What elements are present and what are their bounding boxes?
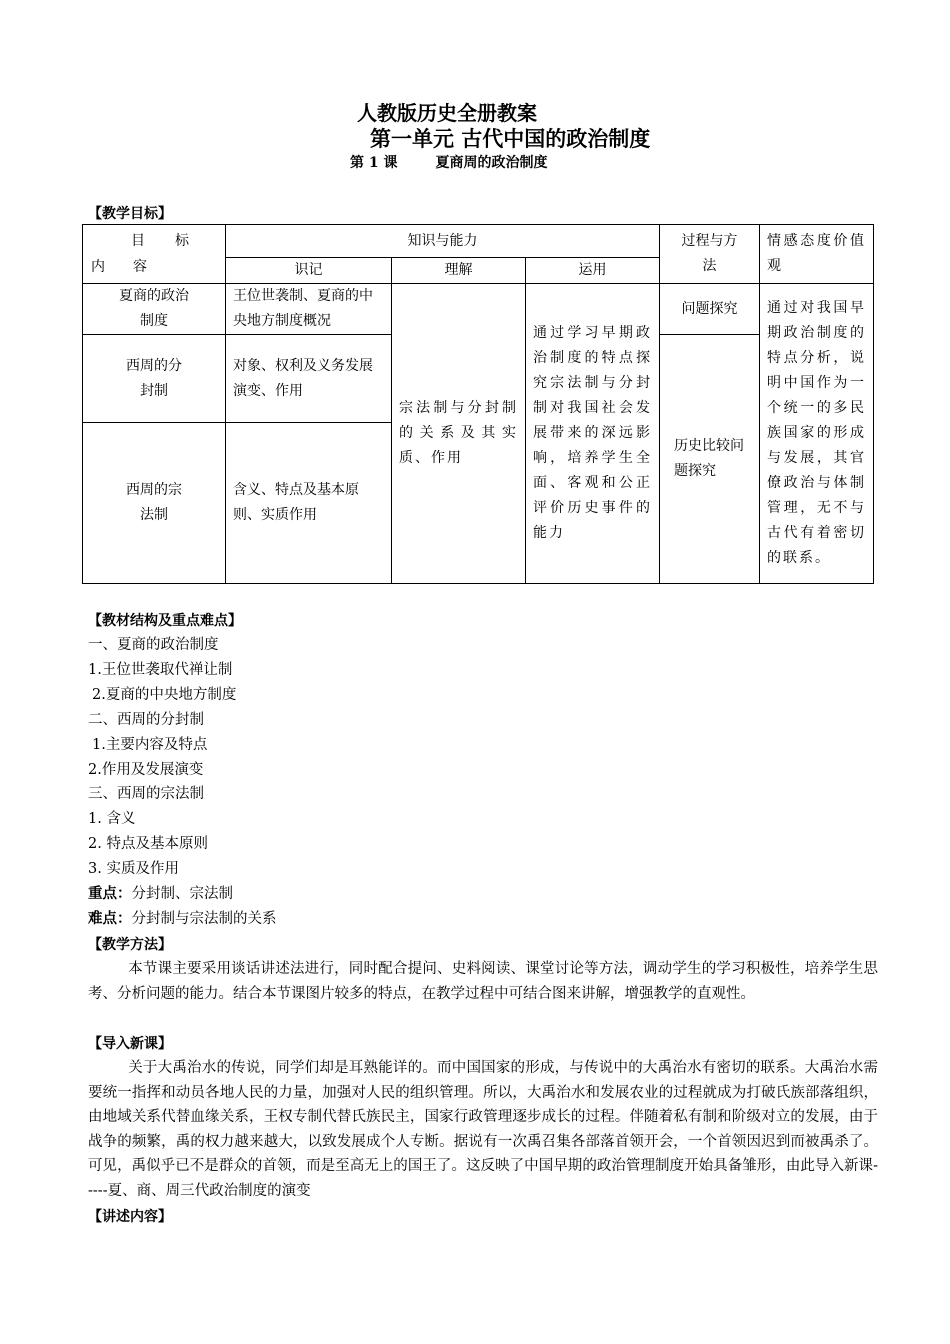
row-fenfeng-name: 西周的分封制 xyxy=(83,335,226,423)
section-intro-heading: 【导入新课】 xyxy=(88,1036,172,1052)
structure-item: 1.主要内容及特点 xyxy=(92,736,208,753)
structure-item: 1. 含义 xyxy=(88,811,136,828)
structure-item: 3. 实质及作用 xyxy=(88,861,179,878)
section-method-heading: 【教学方法】 xyxy=(88,937,172,953)
row-xia-shang-process: 问题探究 xyxy=(660,284,760,335)
structure-item: 2.作用及发展演变 xyxy=(88,761,204,778)
lesson-name: 夏商周的政治制度 xyxy=(435,155,548,171)
doc-main-title: 人教版历史全册教案 xyxy=(357,101,537,125)
objectives-table xyxy=(82,224,874,584)
method-paragraph: 本节课主要采用谈话讲述法进行，同时配合提问、史料阅读、课堂讨论等方法，调动学生的学习积极性，培养学生思考、分析问题的能力。结合本节课图片较多的特点，在教学过程中可结合图来讲解，增强教学的直观性。 xyxy=(88,961,878,1002)
section-structure-heading: 【教材结构及重点难点】 xyxy=(88,613,242,629)
process-merged-cell: 历史比较问题探究 xyxy=(660,335,760,584)
structure-item: 2.夏商的中央地方制度 xyxy=(92,686,237,703)
section-objectives-heading: 【教学目标】 xyxy=(88,206,172,222)
header-target-content: 目 标 内 容 xyxy=(83,225,226,284)
difficult-point: 难点：分封制与宗法制的关系 xyxy=(88,909,277,927)
intro-paragraph: 关于大禹治水的传说，同学们却是耳熟能详的。而中国国家的形成，与传说中的大禹治水有密切的联系。大禹治水需要统一指挥和动员各地人民的力量，加强对人民的组织管理。所以，大禹治水和发展农业的过程就成为打破氏族部落组织，由地域关系代替血缘关系，王权专制代替氏族民主，国家行政管理逐步成长的过程。伴随着私有制和阶级对立的发展，由于战争的频繁，禹的权力越来越大，以致发展成个人专断。据说有一次禹召集各部落首领开会，一个首领因迟到而被禹杀了。可见，禹似乎已不是群众的首领，而是至高无上的国王了。这反映了中国早期的政治管理制度开始具备雏形，由此导入新课-----夏、商、周三代政治制度的演变 xyxy=(88,1060,878,1199)
row-zongfa-remember: 含义、特点及基本原则、实质作用 xyxy=(226,423,392,584)
structure-item: 一、夏商的政治制度 xyxy=(88,637,219,653)
structure-item: 2. 特点及基本原则 xyxy=(88,836,208,853)
header-apply: 运用 xyxy=(526,258,660,284)
row-xia-shang-remember: 王位世袭制、夏商的中央地方制度概况 xyxy=(226,284,392,335)
structure-item: 三、西周的宗法制 xyxy=(88,786,204,803)
row-xia-shang-name: 夏商的政治制度 xyxy=(83,284,226,335)
header-remember: 识记 xyxy=(226,258,392,284)
structure-item: 二、西周的分封制 xyxy=(88,711,204,728)
emotion-merged-cell: 通过对我国早期政治制度的特点分析，说明中国作为一个统一的多民族国家的形成与发展，其官僚政治与体制管理，无不与古代有着密切的联系。 xyxy=(760,284,874,584)
understand-merged-cell: 宗法制与分封制的关系及其实质、作用 xyxy=(392,284,526,584)
header-understand: 理解 xyxy=(392,258,526,284)
apply-merged-cell: 通过学习早期政治制度的特点探究宗法制与分封制对我国社会发展带来的深远影响，培养学生全面、客观和公正评价历史事件的能力 xyxy=(526,284,660,584)
key-point: 重点：分封制、宗法制 xyxy=(88,885,233,903)
unit-title: 第一单元 古代中国的政治制度 xyxy=(370,126,651,151)
structure-item: 1.王位世袭取代禅让制 xyxy=(88,661,233,678)
header-process-method: 过程与方法 xyxy=(660,225,760,284)
header-emotion-values: 情感态度价值观 xyxy=(760,225,874,284)
row-fenfeng-remember: 对象、权利及义务发展演变、作用 xyxy=(226,335,392,423)
row-zongfa-name: 西周的宗法制 xyxy=(83,423,226,584)
structure-list xyxy=(88,633,277,932)
header-knowledge-ability: 知识与能力 xyxy=(226,225,660,258)
lesson-title xyxy=(350,152,548,172)
lesson-number: 第 1 课 xyxy=(350,155,398,171)
section-content-heading: 【讲述内容】 xyxy=(88,1209,172,1225)
